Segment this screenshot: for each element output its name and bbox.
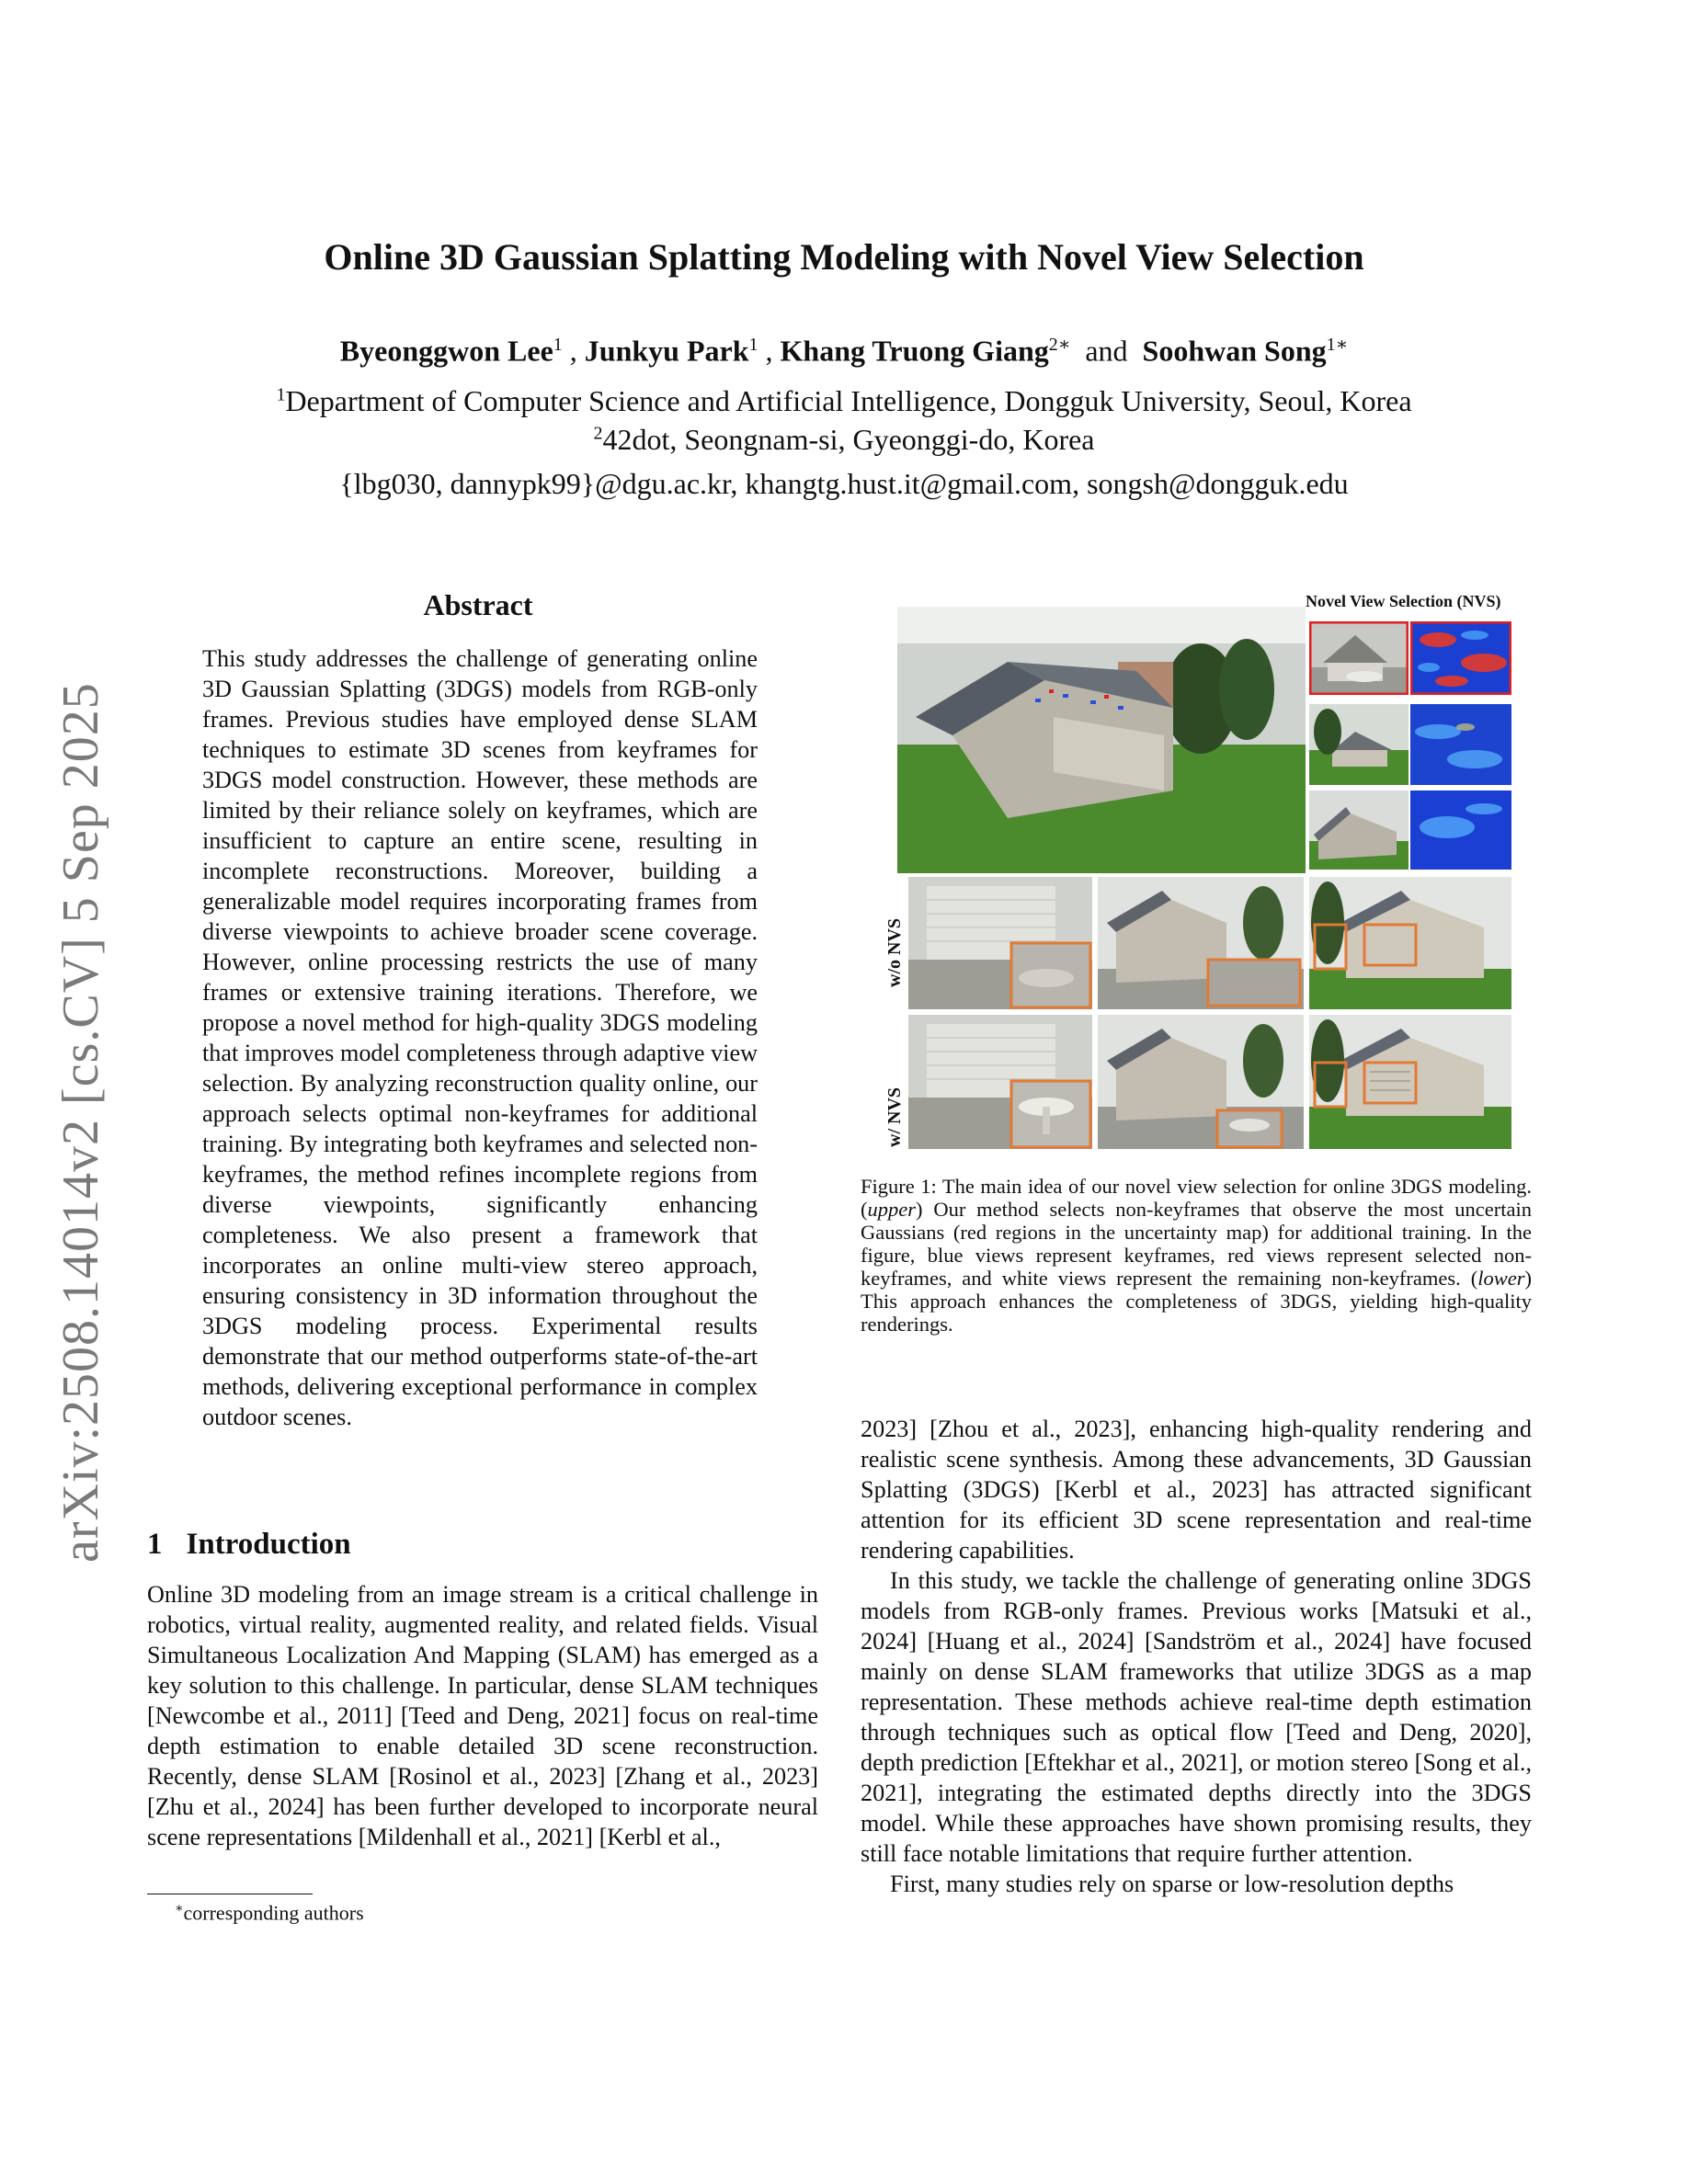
row-label-with-nvs: w/ NVS [884,1086,905,1147]
scene-render-image [897,607,1306,873]
author-separator: , [562,334,585,368]
author-and: and [1085,334,1128,368]
section-heading [147,1528,351,1562]
nvs-view-image [1309,791,1409,870]
affiliation-sup: 1 [276,384,286,405]
intro-left-column [147,1579,818,1852]
affiliation-1 [0,384,1688,418]
author-name: Khang Truong Giang [780,334,1049,368]
intro-paragraph: 2023] [Zhou et al., 2023], enhancing high-quality rendering and realistic scene synthesis. Among these advancements, 3D Gaussian Splatting (3DGS) [Kerbl et al., 2023] has attracted significant attention for its efficient 3D scene representation and real-time rendering capabilities. [861,1416,1532,1564]
intro-paragraph: Online 3D modeling from an image stream is a critical challenge in robotics, virtual reality, augmented reality, and related fields. Visual Simultaneous Localization And Mapping (SLAM) has emerged as a key solution to this challenge. In particular, dense SLAM techniques [Newcombe et al., 2011] [Teed and Deng, 2021] focus on real-time depth estimation to enable detailed 3D scene reconstruction. Recently, dense SLAM [Rosinol et al., 2023] [Zhang et al., 2023] [Zhu et al., 2024] has been further developed to incorporate neural scene representations [Mildenhall et al., 2021] [Kerbl et al., [147,1581,818,1850]
nvs-selected-view-image [1309,621,1409,695]
section-title: Introduction [186,1528,351,1561]
author-sup: 2∗ [1048,335,1071,355]
author-emails: {lbg030, dannypk99}@dgu.ac.kr, khangtg.hust.it@gmail.com, songsh@dongguk.edu [339,467,1349,500]
caption-text: ) Our method selects non-keyframes that observe the most uncertain Gaussians (red regions in the uncertainty map) for additional training. In the figure, blue views represent keyframes, red views represent selected non-keyframes, and white views represent the remaining non-keyframes. ( [861,1198,1532,1290]
author-list [0,333,1688,369]
caption-emphasis: upper [867,1198,916,1221]
render-without-nvs-2 [1098,877,1304,1009]
uncertainty-map-image [1410,704,1511,785]
abstract-heading: Abstract [423,588,533,621]
arxiv-stamp: arXiv:2508.14014v2 [cs.CV] 5 Sep 2025 [52,682,109,1563]
intro-paragraph: In this study, we tackle the challenge of generating online 3DGS models from RGB-only frames. Previous works [Matsuki et al., 2024] [Huang et al., 2024] [Sandström et al., 2024] have focused mainly on dense SLAM frameworks that utilize 3DGS as a map representation. These methods achieve real-time depth estimation through techniques such as optical flow [Teed and Deng, 2020], depth prediction [Eftekhar et al., 2021], or motion stereo [Song et al., 2021], integrating the estimated depths directly into the 3DGS model. While these approaches have shown promising results, they still face notable limitations that require further attention. [861,1567,1532,1867]
render-with-nvs-3 [1309,1015,1511,1149]
footnote-text: corresponding authors [183,1901,364,1925]
abstract-body [202,643,758,1432]
figure-caption [861,1175,1532,1336]
uncertainty-map-image [1410,621,1511,695]
affiliation-text: 42dot, Seongnam-si, Gyeonggi-do, Korea [602,423,1095,456]
intro-right-column [861,1414,1532,1899]
footnote [175,1901,364,1925]
paper-title: Online 3D Gaussian Splatting Modeling with Novel View Selection [324,236,1364,278]
affiliation-2 [0,423,1688,457]
abstract-text: This study addresses the challenge of generating online 3D Gaussian Splatting (3DGS) models from RGB-only frames. Previous studies have employed dense SLAM techniques to estimate 3D scenes from keyframes for 3DGS model construction. However, these methods are limited by their reliance solely on keyframes, which are insufficient to capture an entire scene, resulting in incomplete reconstructions. Moreover, building a generalizable model requires incorporating frames from diverse viewpoints to achieve broader scene coverage. However, online processing restricts the use of many frames or extensive training iterations. Therefore, we propose a novel method for high-quality 3DGS modeling that improves model completeness through adaptive view selection. By analyzing reconstruction quality online, our approach selects optimal non-keyframes for additional training. By integrating both keyframes and selected non-keyframes, the method refines incomplete regions from diverse viewpoints, significantly enhancing completeness. We also present a framework that incorporates an online multi-view stereo approach, ensuring consistency in 3D information throughout the 3DGS modeling process. Experimental results demonstrate that our method outperforms state-of-the-art methods, delivering exceptional performance in complex outdoor scenes. [202,645,758,1430]
author-separator: , [758,334,781,368]
author-name: Junkyu Park [584,334,749,368]
footnote-mark: ∗ [175,1902,184,1916]
nvs-label: Novel View Selection (NVS) [1306,592,1501,610]
nvs-view-image [1309,704,1409,785]
row-label-without-nvs: w/o NVS [884,917,905,987]
author-sup: 1 [553,335,563,355]
author-sup: 1∗ [1326,335,1349,355]
render-without-nvs-3 [1309,877,1511,1009]
author-sup: 1 [748,335,758,355]
uncertainty-map-image [1410,791,1511,870]
render-with-nvs-1 [908,1015,1092,1149]
author-name: Byeonggwon Lee [339,334,553,368]
caption-text: ) This approach enhances the completeness of 3DGS, yielding high-quality renderings. [861,1267,1532,1336]
intro-paragraph: First, many studies rely on sparse or low-resolution depths [890,1871,1454,1897]
affiliation-text: Department of Computer Science and Artificial Intelligence, Dongguk University, Seoul, Korea [285,384,1412,417]
caption-text: Figure 1: The main idea of our novel view selection for online 3DGS modeling. ( [861,1175,1532,1221]
section-number: 1 [147,1528,163,1561]
caption-emphasis: lower [1477,1267,1525,1290]
author-name: Soohwan Song [1142,334,1327,368]
affiliation-sup: 2 [593,423,603,444]
render-with-nvs-2 [1098,1015,1304,1149]
render-without-nvs-1 [908,877,1092,1009]
